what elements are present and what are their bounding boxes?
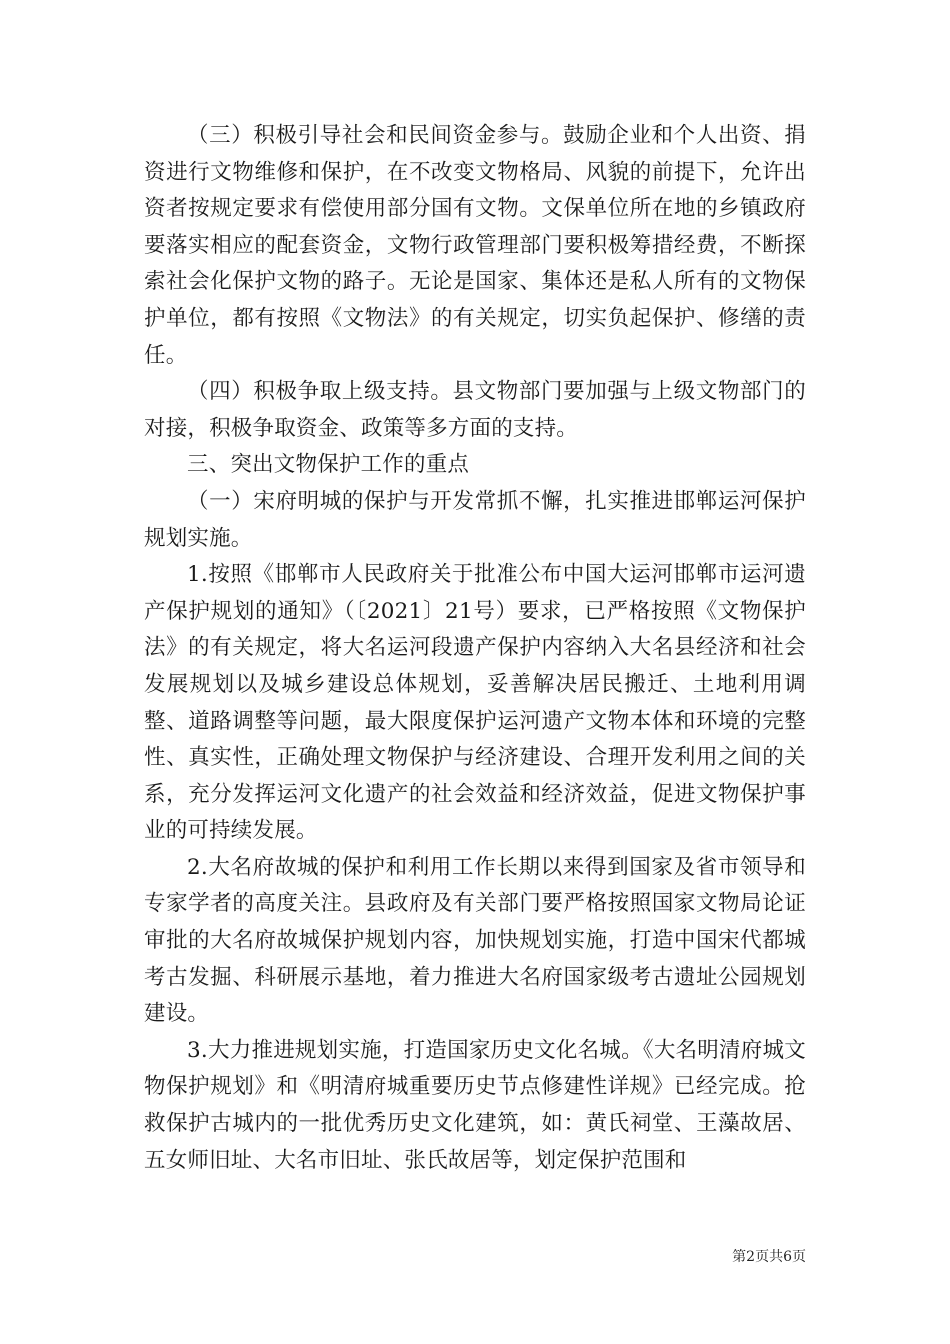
document-body — [144, 118, 806, 1179]
paragraph-item-2: 2.大名府故城的保护和利用工作长期以来得到国家及省市领导和专家学者的高度关注。县政府及有关部门要严格按照国家文物局论证审批的大名府故城保护规划内容，加快规划实施，打造中国宋代都城考古发掘、科研展示基地，着力推进大名府国家级考古遗址公园规划建设。 — [144, 854, 806, 1027]
paragraph-superior-support: （四）积极争取上级支持。县文物部门要加强与上级文物部门的对接，积极争取资金、政策等多方面的支持。 — [144, 379, 806, 441]
paragraph-funding: （三）积极引导社会和民间资金参与。鼓励企业和个人出资、捐资进行文物维修和保护，在不改变文物格局、风貌的前提下，允许出资者按规定要求有偿使用部分国有文物。文保单位所在地的乡镇政府要落实相应的配套资金，文物行政管理部门要积极筹措经费，不断探索社会化保护文物的路子。无论是国家、集体还是私人所有的文物保护单位，都有按照《文物法》的有关规定，切实负起保护、修缮的责任。 — [144, 123, 806, 368]
paragraph-song-city: （一）宋府明城的保护与开发常抓不懈，扎实推进邯郸运河保护规划实施。 — [144, 488, 806, 551]
paragraph-item-3: 3.大力推进规划实施，打造国家历史文化名城。《大名明清府城文物保护规划》和《明清府城重要历史节点修建性详规》已经完成。抢救保护古城内的一批优秀历史文化建筑，如：黄氏祠堂、王藻故居、五女师旧址、大名市旧址、张氏故居等，划定保护范围和 — [144, 1037, 806, 1173]
section-heading: 三、突出文物保护工作的重点 — [187, 452, 470, 478]
paragraph-item-1: 1.按照《邯郸市人民政府关于批准公布中国大运河邯郸市运河遗产保护规划的通知》（〔2021〕21号）要求，已严格按照《文物保护法》的有关规定，将大名运河段遗产保护内容纳入大名县经济和社会发展规划以及城乡建设总体规划，妥善解决居民搬迁、土地利用调整、道路调整等问题，最大限度保护运河遗产文物本体和环境的完整性、真实性，正确处理文物保护与经济建设、合理开发利用之间的关系，充分发挥运河文化遗产的社会效益和经济效益，促进文物保护事业的可持续发展。 — [144, 562, 806, 844]
page-number: 第2页共6页 — [732, 1249, 806, 1265]
